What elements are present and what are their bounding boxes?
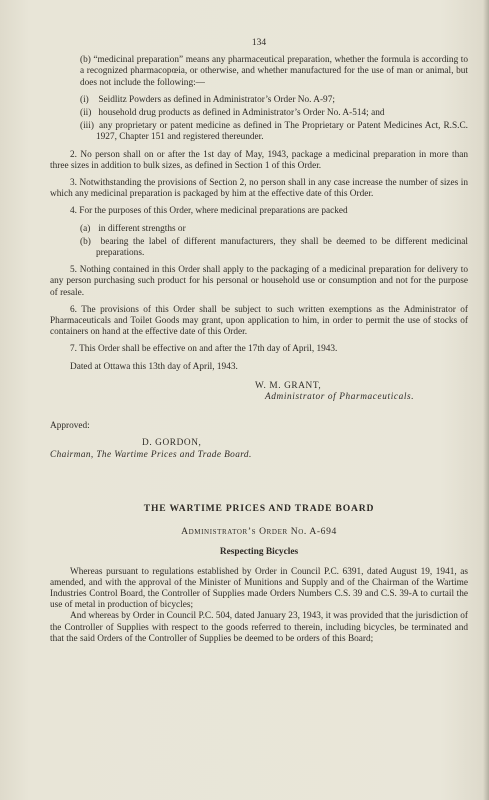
approver-name: D. GORDON, [142, 438, 202, 449]
section-4-intro: 4. For the purposes of this Order, where medicinal preparations are packed [70, 206, 348, 217]
definition-item-i [50, 95, 468, 106]
page-content [50, 38, 468, 645]
item-label: (i) [80, 94, 89, 105]
whereas-paragraph-1: Whereas pursuant to regulations established by Order in Council P.C. 6391, dated August 19, 1941, as amended, and with the approval of the Minister of Munitions and Supply and of the Chairman of the Wartime Industries Control Board, the Controller of Supplies made Orders Numbers C.S. 39 and C.S. 39-A to curtail the use of metal in production of bicycles; [50, 566, 468, 611]
order-subject: Respecting Bicycles [219, 547, 299, 558]
approved-label: Approved: [50, 421, 90, 432]
section-4-item-b [50, 237, 468, 259]
item-text: Seidlitz Powders as defined in Administrator’s Order No. A-97; [98, 94, 335, 105]
signature-title: Administrator of Pharmaceuticals. [265, 392, 415, 403]
board-title: THE WARTIME PRICES AND TRADE BOARD [143, 502, 375, 514]
page-number: 134 [251, 38, 267, 48]
order-number: Administrator’s Order No. A-694 [181, 526, 337, 538]
item-label: (iii) [80, 121, 94, 132]
item-label: (b) [80, 236, 91, 247]
signature-name: W. M. GRANT, [255, 380, 322, 391]
approver-title: Chairman, The Wartime Prices and Trade Board. [50, 449, 252, 460]
item-text: bearing the label of different manufacturers, they shall be deemed to be different medicinal preparations. [96, 236, 468, 259]
definition-item-ii [50, 108, 468, 119]
whereas-paragraph-2: And whereas by Order in Council P.C. 504, dated January 23, 1943, it was provided that the jurisdiction of the Controller of Supplies with respect to the goods referred to therein, including bicycles, be terminated and that the said Orders of the Controller of Supplies be deemed to be orders of this Board; [50, 611, 468, 644]
item-label: (a) [80, 223, 91, 234]
section-6: 6. The provisions of this Order shall be subject to such written exemptions as the Administrator of Pharmaceuticals and Toilet Goods may grant, upon application to him, in order to permit the use of stocks of containers on hand at the effective date of this Order. [50, 304, 468, 338]
section-7: 7. This Order shall be effective on and after the 17th day of April, 1943. [70, 344, 338, 355]
item-text: any proprietary or patent medicine as defined in The Proprietary or Patent Medicines Act, R.S.C. 1927, Chapter 151 and registered thereunder. [96, 121, 468, 143]
section-3: 3. Notwithstanding the provisions of Section 2, no person shall in any case increase the number of sizes in which any medicinal preparation is packaged by him at the effective date of this Order. [50, 178, 468, 200]
dated-line: Dated at Ottawa this 13th day of April, 1943. [70, 361, 238, 372]
section-2: 2. No person shall on or after the 1st day of May, 1943, package a medicinal preparation in more than three sizes in addition to bulk sizes, as defined in Section 1 of this Order. [50, 149, 468, 171]
item-text: household drug products as defined in Administrator’s Order No. A-514; and [98, 108, 385, 119]
section-4-item-a [50, 224, 468, 235]
signature-block [50, 381, 468, 403]
section-5: 5. Nothing contained in this Order shall apply to the packaging of a medicinal preparation for delivery to any person purchasing such product for his personal or household use or consumption and not for the purpose of resale. [50, 265, 468, 298]
item-text: in different strengths or [98, 223, 186, 234]
item-label: (ii) [80, 108, 92, 119]
definition-paragraph: (b) “medicinal preparation” means any pharmaceutical preparation, whether the formula is according to a recognized pharmacopœia, or otherwise, and whether manufactured for the use of man or animal, but does not include the following:— [80, 55, 468, 88]
definition-item-iii [50, 121, 468, 143]
page-edge-shadow [483, 0, 489, 800]
